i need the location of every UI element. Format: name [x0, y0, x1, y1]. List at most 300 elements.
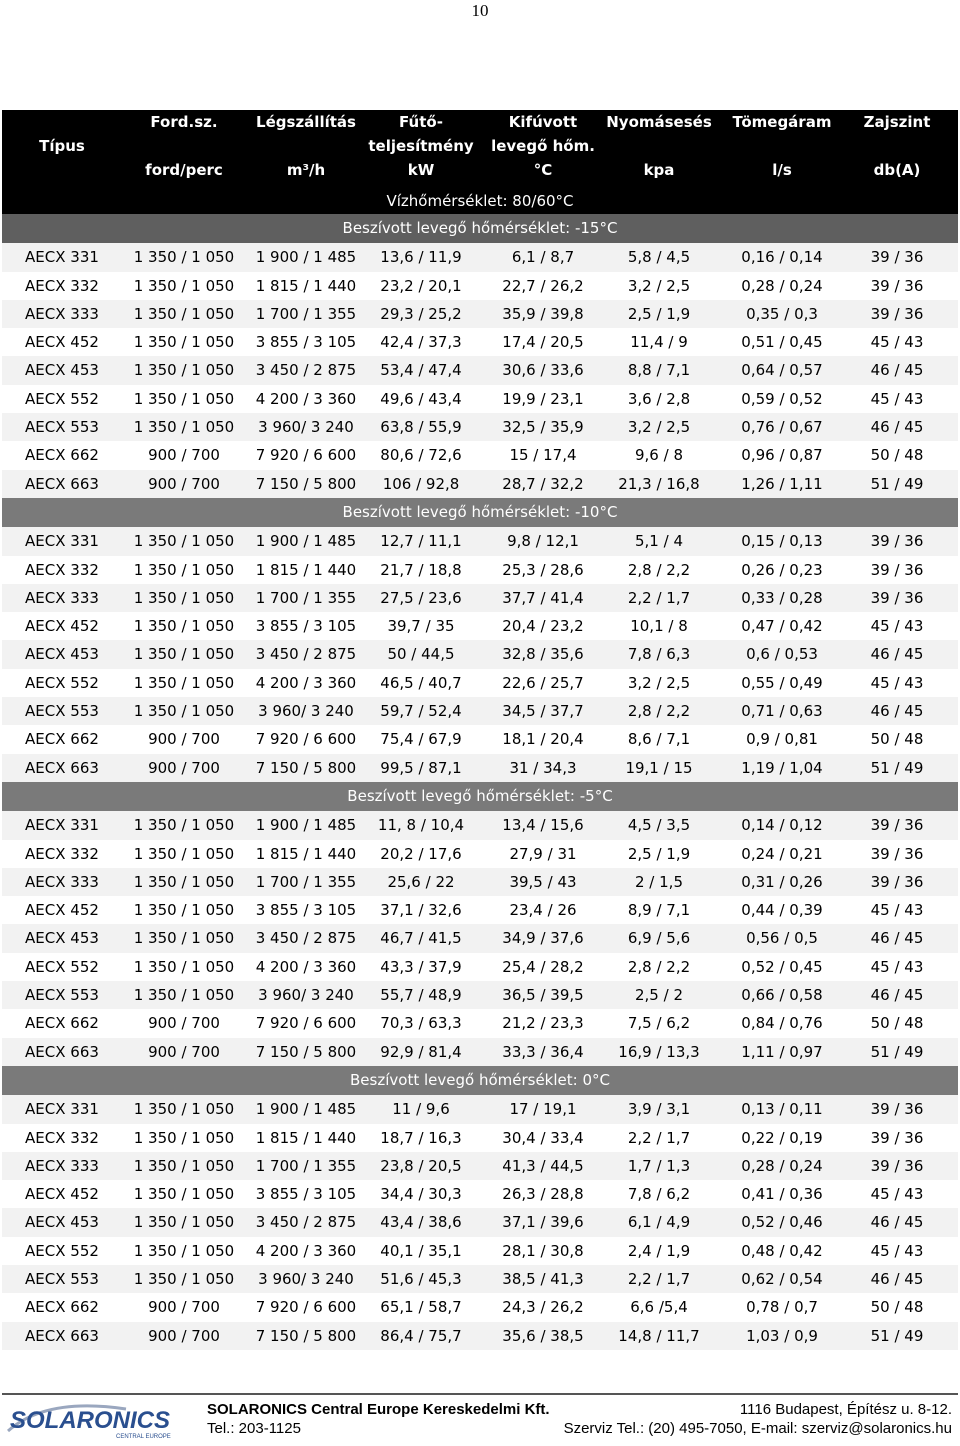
table-cell: 1,03 / 0,9: [746, 1326, 818, 1345]
table-cell: 1 350 / 1 050: [133, 929, 235, 948]
table-cell: 14,8 / 11,7: [618, 1326, 700, 1345]
table-row: [2, 1208, 958, 1236]
table-cell: 1 350 / 1 050: [133, 361, 235, 380]
table-cell: AECX 552: [25, 673, 99, 692]
table-cell: 900 / 700: [148, 730, 220, 749]
table-cell: 900 / 700: [148, 1042, 220, 1061]
table-cell: 19,1 / 15: [625, 758, 693, 777]
service-contact: Szerviz Tel.: (20) 495-7050, E-mail: szerviz@solaronics.hu: [563, 1420, 952, 1437]
header-col-speed: [120, 110, 248, 182]
table-cell: 99,5 / 87,1: [380, 758, 462, 777]
table-header: [2, 110, 958, 188]
table-cell: 3 450 / 2 875: [255, 645, 357, 664]
header-label: Zajszint: [863, 113, 931, 131]
table-cell: 50 / 48: [870, 446, 924, 465]
page-number: 10: [471, 1, 489, 20]
table-cell: 37,1 / 32,6: [380, 901, 462, 920]
table-row: [2, 385, 958, 413]
table-cell: AECX 453: [25, 361, 99, 380]
table-cell: 1 350 / 1 050: [133, 389, 235, 408]
table-cell: 2,8 / 2,2: [627, 702, 691, 721]
table-cell: 0,15 / 0,13: [741, 532, 823, 551]
table-row: [2, 896, 958, 924]
header-unit: kW: [407, 161, 435, 179]
table-cell: 8,6 / 7,1: [627, 730, 691, 749]
table-row: [2, 584, 958, 612]
table-cell: 50 / 48: [870, 1298, 924, 1317]
table-cell: 3 855 / 3 105: [255, 1185, 357, 1204]
table-cell: 53,4 / 47,4: [380, 361, 462, 380]
table-cell: 900 / 700: [148, 446, 220, 465]
table-cell: 0,56 / 0,5: [746, 929, 818, 948]
table-cell: 25,6 / 22: [387, 872, 455, 891]
table-cell: 3 855 / 3 105: [255, 617, 357, 636]
table-cell: AECX 662: [25, 1014, 99, 1033]
table-row: [2, 697, 958, 725]
table-row: [2, 669, 958, 697]
table-cell: 39 / 36: [870, 816, 924, 835]
table-cell: 46 / 45: [870, 361, 924, 380]
table-cell: 10,1 / 8: [630, 617, 688, 636]
table-cell: AECX 453: [25, 645, 99, 664]
table-cell: 1 350 / 1 050: [133, 901, 235, 920]
table-cell: 3 450 / 2 875: [255, 929, 357, 948]
table-row: [2, 300, 958, 328]
water-temperature-row: Vízhőmérséklet: 80/60°C: [2, 188, 958, 214]
table-cell: 45 / 43: [870, 957, 924, 976]
table-cell: 23,4 / 26: [509, 901, 577, 920]
table-row: [2, 1038, 958, 1066]
table-cell: 43,4 / 38,6: [380, 1213, 462, 1232]
table-cell: AECX 333: [25, 588, 99, 607]
table-cell: 1 900 / 1 485: [255, 532, 357, 551]
table-cell: 0,66 / 0,58: [741, 986, 823, 1005]
table-cell: 6,9 / 5,6: [627, 929, 691, 948]
header-col-noise: [832, 110, 960, 182]
header-col-type: [2, 110, 122, 182]
table-row: [2, 1180, 958, 1208]
table-cell: 70,3 / 63,3: [380, 1014, 462, 1033]
table-cell: 0,26 / 0,23: [741, 560, 823, 579]
table-cell: 0,28 / 0,24: [741, 1156, 823, 1175]
table-cell: 18,7 / 16,3: [380, 1128, 462, 1147]
table-cell: 23,8 / 20,5: [380, 1156, 462, 1175]
table-cell: 4 200 / 3 360: [255, 957, 357, 976]
table-row: [2, 556, 958, 584]
table-cell: 1 700 / 1 355: [255, 872, 357, 891]
table-cell: 45 / 43: [870, 1185, 924, 1204]
table-cell: 3,9 / 3,1: [627, 1100, 691, 1119]
table-cell: 11 / 9,6: [392, 1100, 450, 1119]
table-row: [2, 612, 958, 640]
table-cell: 5,8 / 4,5: [627, 248, 691, 267]
table-cell: 46,7 / 41,5: [380, 929, 462, 948]
table-cell: 22,6 / 25,7: [502, 673, 584, 692]
table-row: [2, 811, 958, 839]
table-cell: 0,35 / 0,3: [746, 304, 818, 323]
table-row: [2, 413, 958, 441]
table-cell: 9,6 / 8: [635, 446, 683, 465]
table-cell: 39,5 / 43: [509, 872, 577, 891]
table-cell: 65,1 / 58,7: [380, 1298, 462, 1317]
table-cell: 900 / 700: [148, 1326, 220, 1345]
table-cell: 32,8 / 35,6: [502, 645, 584, 664]
table-cell: 25,3 / 28,6: [502, 560, 584, 579]
table-cell: 900 / 700: [148, 1014, 220, 1033]
table-cell: 1 350 / 1 050: [133, 304, 235, 323]
table-cell: 7 920 / 6 600: [255, 1014, 357, 1033]
table-cell: 0,31 / 0,26: [741, 872, 823, 891]
table-cell: 19,9 / 23,1: [502, 389, 584, 408]
table-row: [2, 328, 958, 356]
table-cell: 39 / 36: [870, 872, 924, 891]
table-cell: 63,8 / 55,9: [380, 418, 462, 437]
table-row: [2, 924, 958, 952]
table-cell: 3,2 / 2,5: [627, 276, 691, 295]
table-cell: 0,62 / 0,54: [741, 1269, 823, 1288]
table-cell: 0,96 / 0,87: [741, 446, 823, 465]
table-cell: 1 350 / 1 050: [133, 702, 235, 721]
table-cell: 1 350 / 1 050: [133, 532, 235, 551]
table-cell: 15 / 17,4: [509, 446, 577, 465]
svg-text:SOLARONICS: SOLARONICS: [10, 1407, 171, 1434]
table-cell: 0,64 / 0,57: [741, 361, 823, 380]
table-cell: 7 920 / 6 600: [255, 446, 357, 465]
table-cell: 0,48 / 0,42: [741, 1241, 823, 1260]
table-cell: 37,7 / 41,4: [502, 588, 584, 607]
table-cell: 20,4 / 23,2: [502, 617, 584, 636]
table-cell: 1 700 / 1 355: [255, 588, 357, 607]
table-cell: 51,6 / 45,3: [380, 1269, 462, 1288]
table-cell: 3 450 / 2 875: [255, 361, 357, 380]
table-cell: AECX 552: [25, 1241, 99, 1260]
table-row: [2, 1095, 958, 1123]
table-cell: AECX 331: [25, 1100, 99, 1119]
header-label: Kifúvott: [508, 113, 578, 131]
table-cell: 37,1 / 39,6: [502, 1213, 584, 1232]
table-cell: 4 200 / 3 360: [255, 1241, 357, 1260]
table-cell: AECX 332: [25, 276, 99, 295]
table-cell: 46 / 45: [870, 1269, 924, 1288]
table-cell: 1 350 / 1 050: [133, 1269, 235, 1288]
table-cell: 1 350 / 1 050: [133, 673, 235, 692]
table-cell: AECX 663: [25, 1326, 99, 1345]
table-row: [2, 1124, 958, 1152]
table-cell: 0,84 / 0,76: [741, 1014, 823, 1033]
table-cell: 51 / 49: [870, 1042, 924, 1061]
table-cell: AECX 452: [25, 333, 99, 352]
table-cell: 1 350 / 1 050: [133, 588, 235, 607]
table-cell: 39,7 / 35: [387, 617, 455, 636]
table-cell: 31 / 34,3: [509, 758, 577, 777]
table-cell: AECX 453: [25, 929, 99, 948]
table-cell: 36,5 / 39,5: [502, 986, 584, 1005]
table-cell: 28,1 / 30,8: [502, 1241, 584, 1260]
table-cell: 43,3 / 37,9: [380, 957, 462, 976]
table-cell: 39 / 36: [870, 276, 924, 295]
table-cell: 16,9 / 13,3: [618, 1042, 700, 1061]
header-col-mass-flow: [717, 110, 847, 182]
header-label: Légszállítás: [256, 113, 356, 131]
table-cell: AECX 552: [25, 389, 99, 408]
table-body: [2, 214, 958, 1350]
table-cell: 21,3 / 16,8: [618, 474, 700, 493]
table-cell: 75,4 / 67,9: [380, 730, 462, 749]
table-cell: 2 / 1,5: [635, 872, 683, 891]
table-cell: 1 900 / 1 485: [255, 1100, 357, 1119]
table-cell: 22,7 / 26,2: [502, 276, 584, 295]
header-unit: ford/perc: [145, 161, 223, 179]
header-unit: [2, 158, 122, 182]
table-cell: 1 350 / 1 050: [133, 617, 235, 636]
table-cell: 59,7 / 52,4: [380, 702, 462, 721]
table-cell: 39 / 36: [870, 1100, 924, 1119]
table-cell: 3 450 / 2 875: [255, 1213, 357, 1232]
table-cell: 92,9 / 81,4: [380, 1042, 462, 1061]
table-cell: 1 350 / 1 050: [133, 1156, 235, 1175]
table-cell: 28,7 / 32,2: [502, 474, 584, 493]
table-cell: 1 350 / 1 050: [133, 1213, 235, 1232]
table-cell: 1 350 / 1 050: [133, 957, 235, 976]
table-cell: 0,59 / 0,52: [741, 389, 823, 408]
table-cell: 0,28 / 0,24: [741, 276, 823, 295]
table-cell: 42,4 / 37,3: [380, 333, 462, 352]
table-cell: 0,13 / 0,11: [741, 1100, 823, 1119]
table-cell: 45 / 43: [870, 389, 924, 408]
table-cell: 46 / 45: [870, 645, 924, 664]
table-cell: AECX 662: [25, 446, 99, 465]
table-cell: 0,51 / 0,45: [741, 333, 823, 352]
table-cell: 32,5 / 35,9: [502, 418, 584, 437]
table-cell: AECX 662: [25, 730, 99, 749]
table-row: [2, 356, 958, 384]
table-row: [2, 1237, 958, 1265]
table-cell: 34,4 / 30,3: [380, 1185, 462, 1204]
table-cell: 1 815 / 1 440: [255, 1128, 357, 1147]
table-cell: AECX 332: [25, 560, 99, 579]
table-cell: 50 / 48: [870, 1014, 924, 1033]
header-unit: m³/h: [286, 161, 326, 179]
table-cell: AECX 553: [25, 986, 99, 1005]
table-cell: 23,2 / 20,1: [380, 276, 462, 295]
table-cell: 1 350 / 1 050: [133, 816, 235, 835]
table-cell: 11,4 / 9: [630, 333, 688, 352]
table-cell: 1 815 / 1 440: [255, 276, 357, 295]
table-cell: 2,5 / 2: [635, 986, 683, 1005]
table-cell: 7,8 / 6,3: [627, 645, 691, 664]
table-cell: 7 150 / 5 800: [255, 1042, 357, 1061]
table-row: [2, 953, 958, 981]
table-row: [2, 243, 958, 271]
table-cell: 0,55 / 0,49: [741, 673, 823, 692]
table-cell: 0,24 / 0,21: [741, 844, 823, 863]
table-cell: 49,6 / 43,4: [380, 389, 462, 408]
table-row: [2, 441, 958, 469]
table-cell: 0,22 / 0,19: [741, 1128, 823, 1147]
table-row: [2, 981, 958, 1009]
table-cell: 30,4 / 33,4: [502, 1128, 584, 1147]
table-cell: 0,33 / 0,28: [741, 588, 823, 607]
table-cell: AECX 332: [25, 1128, 99, 1147]
table-cell: 0,9 / 0,81: [746, 730, 818, 749]
table-cell: 0,47 / 0,42: [741, 617, 823, 636]
company-address: 1116 Budapest, Építész u. 8-12.: [739, 1401, 952, 1418]
table-cell: AECX 553: [25, 702, 99, 721]
table-cell: 6,1 / 4,9: [627, 1213, 691, 1232]
table-cell: 0,52 / 0,46: [741, 1213, 823, 1232]
table-cell: 0,44 / 0,39: [741, 901, 823, 920]
table-cell: 1 350 / 1 050: [133, 872, 235, 891]
table-cell: 39 / 36: [870, 560, 924, 579]
table-row: [2, 840, 958, 868]
header-unit: kpa: [643, 161, 675, 179]
table-cell: 4,5 / 3,5: [627, 816, 691, 835]
table-cell: 0,16 / 0,14: [741, 248, 823, 267]
table-cell: 39 / 36: [870, 844, 924, 863]
table-cell: 41,3 / 44,5: [502, 1156, 584, 1175]
table-cell: 21,2 / 23,3: [502, 1014, 584, 1033]
table-cell: 0,71 / 0,63: [741, 702, 823, 721]
table-cell: AECX 662: [25, 1298, 99, 1317]
table-cell: 35,9 / 39,8: [502, 304, 584, 323]
table-cell: 1,19 / 1,04: [741, 758, 823, 777]
header-label: [717, 134, 847, 158]
table-cell: 3 960/ 3 240: [258, 986, 354, 1005]
table-cell: 45 / 43: [870, 617, 924, 636]
table-cell: 7,8 / 6,2: [627, 1185, 691, 1204]
table-cell: 0,41 / 0,36: [741, 1185, 823, 1204]
table-cell: 39 / 36: [870, 1156, 924, 1175]
table-cell: 900 / 700: [148, 758, 220, 777]
table-cell: 26,3 / 28,8: [502, 1185, 584, 1204]
table-cell: 46 / 45: [870, 702, 924, 721]
table-cell: 1 900 / 1 485: [255, 248, 357, 267]
table-cell: 25,4 / 28,2: [502, 957, 584, 976]
section-header-row: Beszívott levegő hőmérséklet: -15°C: [2, 214, 958, 243]
table-row: [2, 1152, 958, 1180]
section-header-row: Beszívott levegő hőmérséklet: -10°C: [2, 498, 958, 527]
table-cell: 2,4 / 1,9: [627, 1241, 691, 1260]
table-cell: 35,6 / 38,5: [502, 1326, 584, 1345]
table-row: [2, 1009, 958, 1037]
table-cell: AECX 663: [25, 1042, 99, 1061]
table-cell: 24,3 / 26,2: [502, 1298, 584, 1317]
table-cell: AECX 331: [25, 532, 99, 551]
table-cell: 51 / 49: [870, 1326, 924, 1345]
header-label: [120, 134, 248, 158]
header-label: Típus: [39, 137, 85, 155]
table-cell: 1 350 / 1 050: [133, 560, 235, 579]
table-cell: 1 700 / 1 355: [255, 1156, 357, 1175]
table-cell: 3 960/ 3 240: [258, 418, 354, 437]
table-cell: 2,5 / 1,9: [627, 844, 691, 863]
table-cell: 12,7 / 11,1: [380, 532, 462, 551]
table-cell: 20,2 / 17,6: [380, 844, 462, 863]
table-cell: AECX 663: [25, 474, 99, 493]
table-cell: 17 / 19,1: [509, 1100, 577, 1119]
table-cell: 27,5 / 23,6: [380, 588, 462, 607]
table-cell: 0,78 / 0,7: [746, 1298, 818, 1317]
table-row: [2, 725, 958, 753]
header-unit: l/s: [772, 161, 792, 179]
table-cell: AECX 663: [25, 758, 99, 777]
table-cell: 106 / 92,8: [382, 474, 460, 493]
header-label: Fűtő-: [399, 113, 443, 131]
table-cell: 0,76 / 0,67: [741, 418, 823, 437]
table-row: [2, 527, 958, 555]
table-cell: 46 / 45: [870, 929, 924, 948]
header-label: [2, 110, 122, 134]
table-cell: 1 350 / 1 050: [133, 986, 235, 1005]
header-unit: °C: [533, 161, 553, 179]
table-cell: AECX 453: [25, 1213, 99, 1232]
table-cell: 1 350 / 1 050: [133, 418, 235, 437]
table-cell: AECX 553: [25, 1269, 99, 1288]
table-cell: 0,6 / 0,53: [746, 645, 818, 664]
table-cell: 1 350 / 1 050: [133, 333, 235, 352]
table-cell: 9,8 / 12,1: [507, 532, 579, 551]
table-row: [2, 470, 958, 498]
table-cell: 45 / 43: [870, 1241, 924, 1260]
table-cell: 2,2 / 1,7: [627, 588, 691, 607]
table-cell: 45 / 43: [870, 673, 924, 692]
table-cell: 29,3 / 25,2: [380, 304, 462, 323]
table-cell: 30,6 / 33,6: [502, 361, 584, 380]
table-cell: 21,7 / 18,8: [380, 560, 462, 579]
table-cell: 3 855 / 3 105: [255, 901, 357, 920]
table-cell: 18,1 / 20,4: [502, 730, 584, 749]
table-cell: 1 350 / 1 050: [133, 1241, 235, 1260]
table-cell: AECX 333: [25, 872, 99, 891]
table-cell: 4 200 / 3 360: [255, 389, 357, 408]
table-cell: 7 920 / 6 600: [255, 730, 357, 749]
header-label: [244, 134, 368, 158]
table-cell: 46 / 45: [870, 986, 924, 1005]
header-label: levegő hőm.: [491, 137, 595, 155]
header-label: teljesítmény: [368, 137, 474, 155]
table-cell: 39 / 36: [870, 248, 924, 267]
table-cell: AECX 552: [25, 957, 99, 976]
header-label: [832, 134, 960, 158]
table-row: [2, 868, 958, 896]
table-cell: 40,1 / 35,1: [380, 1241, 462, 1260]
table-row: [2, 272, 958, 300]
company-phone: Tel.: 203-1125: [207, 1420, 301, 1437]
header-label: Nyomásesés: [606, 113, 712, 131]
table-cell: 7,5 / 6,2: [627, 1014, 691, 1033]
table-cell: 3,6 / 2,8: [627, 389, 691, 408]
table-cell: 1 815 / 1 440: [255, 844, 357, 863]
table-cell: 39 / 36: [870, 1128, 924, 1147]
table-cell: 1,11 / 0,97: [741, 1042, 823, 1061]
section-header-row: Beszívott levegő hőmérséklet: 0°C: [2, 1066, 958, 1095]
table-cell: 2,2 / 1,7: [627, 1269, 691, 1288]
table-cell: 34,9 / 37,6: [502, 929, 584, 948]
table-cell: 4 200 / 3 360: [255, 673, 357, 692]
table-cell: 55,7 / 48,9: [380, 986, 462, 1005]
table-cell: 1 815 / 1 440: [255, 560, 357, 579]
table-cell: 7 150 / 5 800: [255, 758, 357, 777]
table-cell: 7 150 / 5 800: [255, 474, 357, 493]
table-cell: 1 350 / 1 050: [133, 248, 235, 267]
table-cell: 1 900 / 1 485: [255, 816, 357, 835]
header-label: Tömegáram: [732, 113, 832, 131]
table-row: [2, 1293, 958, 1321]
header-unit: db(A): [873, 161, 921, 179]
table-row: [2, 1322, 958, 1350]
table-cell: 1,7 / 1,3: [627, 1156, 691, 1175]
table-cell: 11, 8 / 10,4: [377, 816, 465, 835]
